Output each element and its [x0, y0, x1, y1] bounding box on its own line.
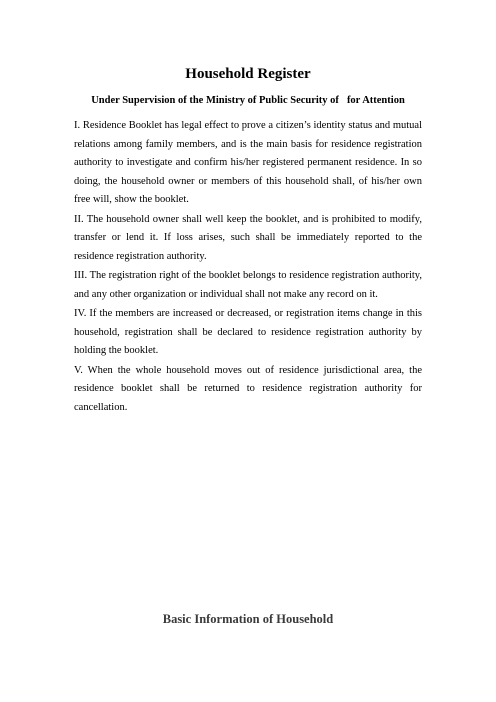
- subtitle-part-2: for Attention: [346, 95, 405, 106]
- document-subtitle: [0, 94, 496, 108]
- subtitle-part-1: Under Supervision of the Ministry of Public Security of: [91, 95, 339, 106]
- note-paragraph-1: I. Residence Booklet has legal effect to prove a citizen’s identity status and mutual relations among family members, and is the main basis for residence registration authority to investigate and confirm his/her registered permanent residence. In so doing, the household owner or members of this household shall, of his/her own free will, show the booklet.: [74, 120, 422, 205]
- note-paragraph-5: V. When the whole household moves out of residence jurisdictional area, the residence booklet shall be returned to residence registration authority for cancellation.: [74, 364, 422, 413]
- note-paragraph-3: III. The registration right of the booklet belongs to residence registration authority, and any other organization or individual shall not make any record on it.: [74, 270, 422, 300]
- section-heading: Basic Information of Household: [162, 612, 334, 626]
- document-title: Household Register: [185, 66, 311, 82]
- attention-notes: [74, 117, 422, 418]
- note-paragraph-2: II. The household owner shall well keep the booklet, and is prohibited to modify, transfer or lend it. If loss arises, such shall be immediately reported to the residence registration authority.: [74, 213, 422, 262]
- note-paragraph-4: IV. If the members are increased or decreased, or registration items change in this household, registration shall be declared to residence registration authority by holding the booklet.: [74, 308, 422, 356]
